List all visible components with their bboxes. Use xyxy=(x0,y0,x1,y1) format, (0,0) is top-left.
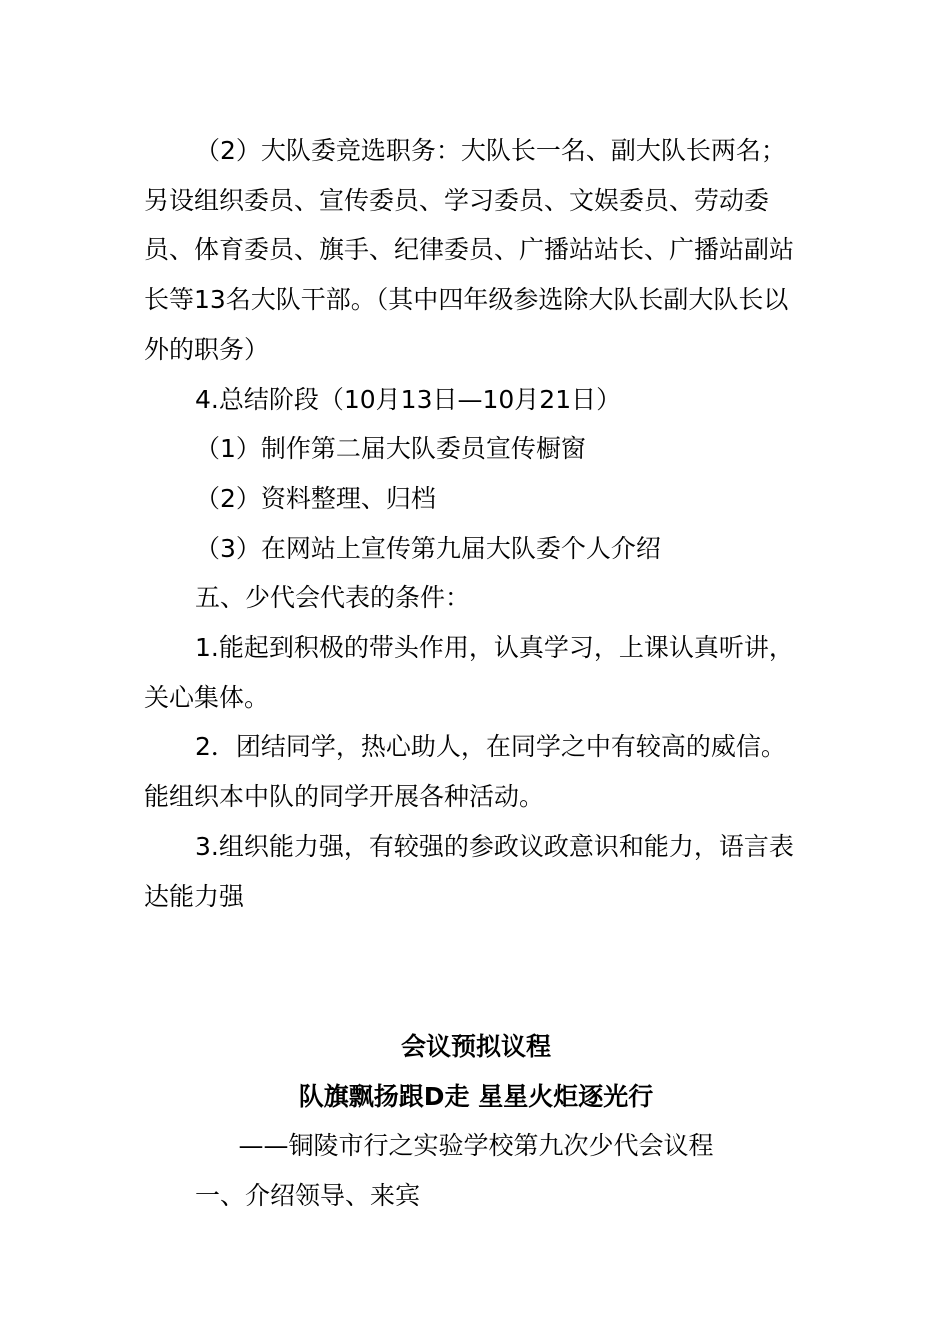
agenda-subtitle: ——铜陵市行之实验学校第九次少代会议程 xyxy=(238,1131,714,1161)
paragraph-election-positions: （2）大队委竞选职务：大队长一名、副大队长两名；另设组织委员、宣传委员、学习委员、文娱委员、劳动委员、体育委员、旗手、纪律委员、广播站站长、广播站副站长等13名大队干部。（其中四年级参选除大队长副大队长以外的职务） xyxy=(144,136,795,364)
paragraph-item-showcase: （1）制作第二届大队委员宣传橱窗 xyxy=(195,434,586,464)
paragraph-condition-1: 1.能起到积极的带头作用，认真学习，上课认真听讲，关心集体。 xyxy=(144,633,794,712)
agenda-title: 队旗飘扬跟D走 星星火炬逐光行 xyxy=(298,1081,654,1111)
paragraph-item-archive: （2）资料整理、归档 xyxy=(195,483,436,513)
agenda-item-1: 一、介绍领导、来宾 xyxy=(195,1181,421,1211)
paragraph-condition-3: 3.组织能力强，有较强的参政议政意识和能力，语言表达能力强 xyxy=(144,831,794,911)
paragraph-condition-2: 2．团结同学，热心助人，在同学之中有较高的威信。能组织本中队的同学开展各种活动。 xyxy=(144,732,786,812)
paragraph-summary-stage: 4.总结阶段（10月13日—10月21日） xyxy=(195,384,622,414)
document-body xyxy=(144,126,808,921)
agenda-section xyxy=(144,1022,808,1221)
paragraph-item-website: （3）在网站上宣传第九届大队委个人介绍 xyxy=(195,533,661,563)
section-heading-delegate-conditions: 五、少代会代表的条件： xyxy=(195,583,471,613)
agenda-heading: 会议预拟议程 xyxy=(400,1032,551,1061)
